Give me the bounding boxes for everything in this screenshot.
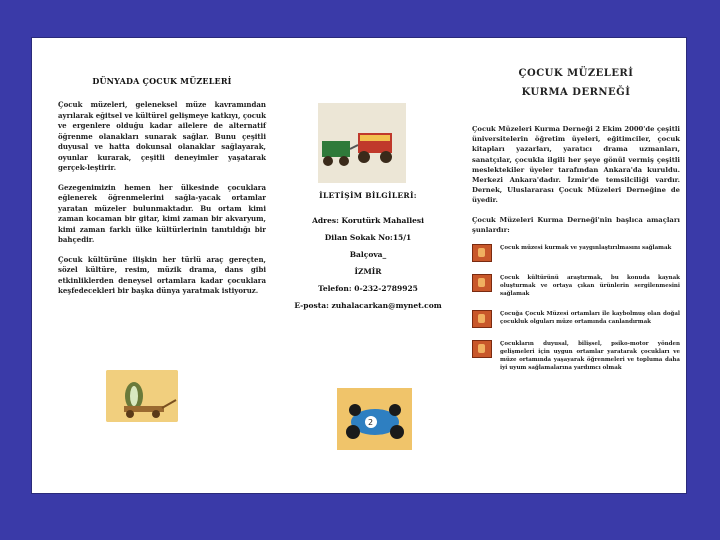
aims-heading: Çocuk Müzeleri Kurma Derneği'nin başlıca amaçları şunlardır: xyxy=(472,215,680,234)
right-title-line-1: ÇOCUK MÜZELERİ xyxy=(518,68,634,79)
contact-district: Balçova_ xyxy=(349,250,387,259)
contact-email: E-posta: zuhalacarkan@mynet.com xyxy=(294,301,442,310)
right-intro: Çocuk Müzeleri Kurma Derneği 2 Ekim 2000'de çeşitli üniversitelerin öğretim üyeleri, eğitimciler, çocuk kitapları yazarları, yaratıcı drama uzmanları, sanatçılar, çocukla ilgili her şeye gönül vermiş çeşitli meslektekiler üyeler tarafından Ankara'da kuruldu. Merkezi Ankara'dadır. İzmir'de temsilciliği vardır. Dernek, Uluslararası Çocuk Müzeleri Derneğine de üyedir. xyxy=(472,125,680,205)
right-panel-title xyxy=(472,64,680,102)
toy-race-car-photo xyxy=(337,388,412,450)
aim-item xyxy=(472,244,680,262)
right-panel xyxy=(472,38,680,493)
left-paragraph-3: Çocuk kültürüne ilişkin her türlü araç gereçten, sözel kültüre, resim, müzik drama, dans gibi etkinliklerden deneysel ortamlara kadar çocuklara keşfedecekleri bir başka dünya yaratmak istiyoruz. xyxy=(58,254,266,295)
aim-text: Çocuk müzesi kurmak ve yaygınlaştırılmasını sağlamak xyxy=(500,245,672,252)
aim-item xyxy=(472,274,680,298)
contact-address: Adres: Korutürk Mahallesi xyxy=(312,216,424,225)
aims-list xyxy=(472,244,680,372)
svg-text:2: 2 xyxy=(368,418,374,427)
contact-city: İZMİR xyxy=(354,267,382,276)
toy-cart-photo xyxy=(106,370,178,422)
aim-item xyxy=(472,310,680,328)
contact-street: Dilan Sokak No:15/1 xyxy=(324,233,412,242)
contact-title: İLETİŞİM BİLGİLERİ: xyxy=(319,191,417,200)
left-paragraph-2: Gezegenimizin hemen her ülkesinde çocuklara eğlenerek öğrenmelerini sağla-yacak ortamlar yaratan müzeler bulunmaktadır. Bu ortam kimi zaman kocaman bir gitar, kimi zaman bir akvaryum, kimi zaman farklı ülke kültürlerinin tanıtıldığı bir bahçedir. xyxy=(58,182,266,244)
left-panel xyxy=(58,38,266,493)
museum-bullet-icon xyxy=(472,244,492,262)
museum-bullet-icon xyxy=(472,310,492,328)
aim-text: Çocuk kültürünü araştırmak, bu konuda kaynak oluşturmak ve ortaya çıkan ürünlerin sergilenmesini sağlamak xyxy=(500,275,680,298)
contact-info xyxy=(280,191,456,318)
museum-bullet-icon xyxy=(472,274,492,292)
aim-item xyxy=(472,340,680,372)
toy-wagon-photo xyxy=(318,103,406,183)
right-title-line-2: KURMA DERNEĞİ xyxy=(521,87,631,98)
museum-bullet-icon xyxy=(472,340,492,358)
contact-phone: Telefon: 0-232-2789925 xyxy=(318,284,418,293)
aim-text: Çocuğa Çocuk Müzesi ortamları ile kaybolmuş olan doğal çocukluk olguları müze ortamında canlandırmak xyxy=(500,311,680,326)
left-panel-title: DÜNYADA ÇOCUK MÜZELERİ xyxy=(92,76,232,86)
brochure-page xyxy=(32,38,686,493)
left-paragraph-1: Çocuk müzeleri, geleneksel müze kavramından ayrılarak eğitsel ve kültürel gelişmeye katkıyı, çocuk ve ergenlere olduğu kadar ailelere de alternatif öğrenme olanakları sunarak sağlar. Bunu çeşitli duyusal ve hatta dokunsal olanaklar sağlayarak, oyunlar kurarak, çeşitli deneyimler yaşatarak gerçek-leştirir. xyxy=(58,100,266,172)
aim-text: Çocukların duyusal, bilişsel, psiko-motor yönden gelişmeleri için uygun ortamlar yaratarak çocukları ve müze ortamında yaşayarak öğrenmeleri ve topluma daha iyi uyum sağlamalarına yardımcı olmak xyxy=(500,341,680,372)
